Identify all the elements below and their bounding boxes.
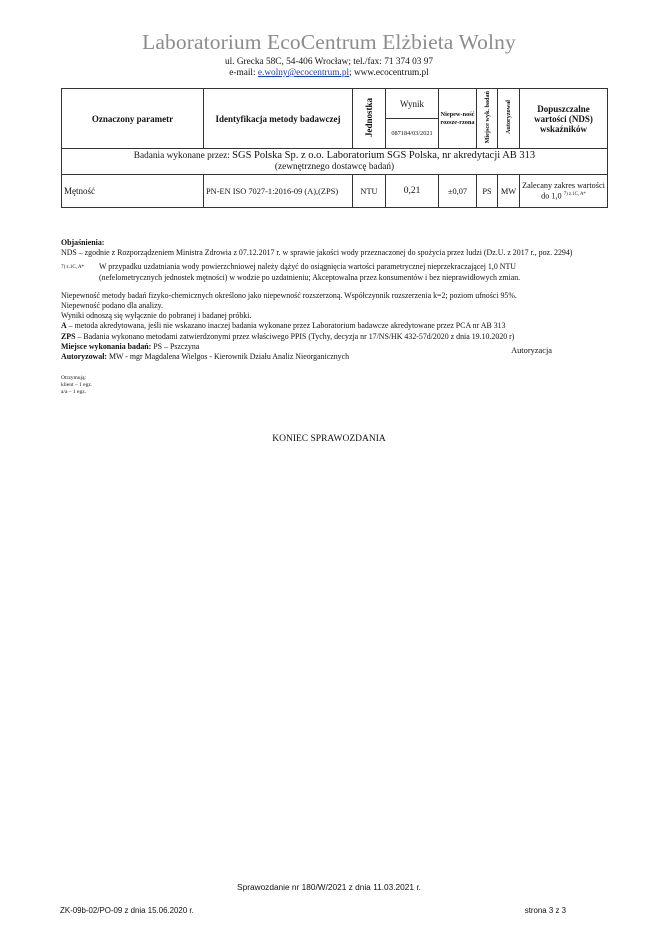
uncertainty-note: Niepewność metody badań fizyko-chemicznych określono jako niepewność rozszerzoną. Współczynnik rozszerzenia k=2; poziom ufności 95%.: [61, 290, 517, 300]
lab-name-heading: Laboratorium EcoCentrum Elżbieta Wolny: [142, 30, 516, 54]
header-authorized-label: Autoryzował: [505, 100, 512, 135]
header-authorized: [498, 89, 520, 149]
table-row: [62, 175, 608, 208]
report-end-text: KONIEC SPRAWOZDANIA: [272, 434, 386, 444]
header-method: Identyfikacja metody badawczej: [204, 89, 353, 149]
header-uncertainty: Niepew-ność rozsze-rzona: [439, 89, 477, 149]
header-result: Wynik: [386, 89, 439, 119]
distribution-heading: Otrzymują:: [61, 375, 87, 381]
authorization-label: Autoryzacja: [511, 346, 552, 355]
header-param: Oznaczony parametr: [62, 89, 204, 149]
notes-heading: Objaśnienia:: [61, 238, 105, 247]
header-unit-label: Jednostka: [364, 97, 374, 137]
header-result-id: 087184/03/2021: [386, 119, 439, 149]
cell-unit: NTU: [353, 175, 386, 208]
zps-note: [61, 332, 621, 342]
distribution-list: [61, 375, 92, 396]
header-unit: [353, 89, 386, 149]
section-row: [62, 149, 608, 175]
uncertainty-given-note: Niepewność podano dla analizy.: [61, 301, 164, 311]
footer-page-number: strona 3 z 3: [524, 906, 566, 915]
section-sub: (zewnętrznego dostawcę badań): [274, 162, 395, 172]
email-prefix: e-mail:: [229, 68, 258, 78]
zps-text: – Badania wykonano metodami zatwierdzonymi przez właściwego PPIS (Tychy, decyzja nr 17/NS/HK 432-57d/2020 z dnia 19.10.2020 r): [75, 331, 515, 341]
notes-section: [61, 238, 621, 362]
footnote-mark: 7) z.1C, A*: [61, 265, 85, 271]
section-prefix: Badania wykonane przez:: [133, 151, 233, 161]
cell-value: 0,21: [386, 175, 439, 208]
distribution-line-1: klient – 1 egz.: [61, 382, 93, 388]
a-label: A: [61, 321, 67, 331]
auth-label: Autoryzował:: [61, 352, 108, 362]
footer-form-id: ZK-09b-02/PO-09 z dnia 15.06.2020 r.: [60, 906, 194, 915]
distribution-line-2: a/a – 1 egz.: [61, 389, 87, 395]
header-place-label: Miejsce wyk. badań: [483, 91, 491, 144]
section-lab: SGS Polska Sp. z o.o. Laboratorium SGS Polska, nr akredytacji AB 313: [232, 150, 536, 161]
accreditation-note: [61, 321, 621, 331]
a-text: – metoda akredytowana, jeśli nie wskazano inaczej badania wykonane przez Laboratorium badawcze akredytowane przez PCA nr AB 313: [66, 321, 506, 331]
cell-authorized: MW: [498, 175, 520, 208]
cell-method: PN-EN ISO 7027-1:2016-09 (A),(ZPS): [204, 175, 353, 208]
nds-superscript: 7) z.1C, A*: [563, 192, 586, 198]
lab-address: ul. Grecka 58C, 54-406 Wrocław; tel./fax: 71 374 03 97: [224, 57, 434, 67]
header-nds: Dopuszczalne wartości (NDS) wskaźników: [520, 89, 608, 149]
table-header-row-1: [62, 89, 608, 119]
footnote: [61, 262, 621, 282]
footnote-line-2: (nefelometrycznych jednostek mętności) w wodzie po uzdatnieniu; Akceptowalna przez konsumentów i bez nieprawidłowych zmian.: [99, 272, 521, 282]
cell-uncertainty: ±0,07: [439, 175, 477, 208]
results-table: [61, 88, 608, 208]
place-text: PS – Pszczyna: [151, 341, 200, 351]
cell-param: Mętność: [62, 175, 204, 208]
header-place: [477, 89, 498, 149]
footnote-line-1: W przypadku uzdatniania wody powierzchniowej należy dążyć do osiągnięcia wartości parametrycznej nieprzekraczającej 1,0 NTU: [99, 262, 516, 272]
place-label: Miejsce wykonania badań:: [61, 341, 152, 351]
footer-report-number: Sprawozdanie nr 180/W/2021 z dnia 11.03.2021 r.: [237, 882, 421, 892]
email-link[interactable]: e.wolny@ecocentrum.pl: [257, 68, 350, 78]
zps-label: ZPS: [61, 331, 76, 341]
cell-place: PS: [477, 175, 498, 208]
website-text: ; www.ecocentrum.pl: [349, 68, 429, 78]
section-cell: [62, 149, 608, 175]
auth-text: MW - mgr Magdalena Wielgos - Kierownik Działu Analiz Nieorganicznych: [107, 352, 350, 362]
lab-contact: [0, 68, 658, 78]
cell-nds: [520, 175, 608, 208]
nds-text: Zalecany zakres wartości do 1,0: [522, 181, 605, 201]
nds-note: NDS – zgodnie z Rozporządzeniem Ministra Zdrowia z 07.12.2017 r. w sprawie jakości wody przeznaczonej do spożycia przez ludzi (Dz.U. z 2017 r., poz. 2294): [61, 248, 573, 258]
results-scope-note: Wyniki odnoszą się wyłącznie do pobranej i badanej próbki.: [61, 311, 252, 321]
